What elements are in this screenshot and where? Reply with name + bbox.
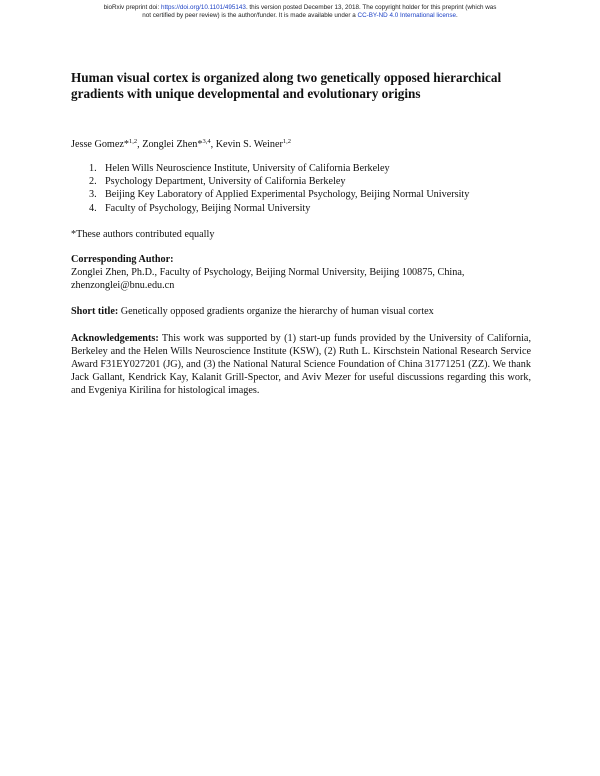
affiliation-item bbox=[71, 202, 469, 215]
author-name: Kevin S. Weiner bbox=[215, 139, 283, 150]
short-title-label: Short title: bbox=[71, 306, 119, 317]
preprint-header bbox=[0, 4, 600, 20]
equal-contribution-note: *These authors contributed equally bbox=[71, 229, 215, 240]
affiliation-text: Helen Wills Neuroscience Institute, University of California Berkeley bbox=[105, 163, 390, 174]
author-affiliation-marker: 3,4 bbox=[202, 138, 211, 145]
affiliation-text: Psychology Department, University of California Berkeley bbox=[105, 176, 346, 188]
affiliation-item bbox=[71, 188, 469, 201]
author-list bbox=[71, 138, 291, 151]
affiliation-item bbox=[71, 175, 469, 188]
short-title bbox=[71, 305, 541, 318]
author-separator: , bbox=[137, 139, 143, 150]
short-title-text: Genetically opposed gradients organize the hierarchy of human visual cortex bbox=[118, 306, 434, 317]
author-name: Jesse Gomez* bbox=[71, 139, 129, 150]
corresponding-author-address: Zonglei Zhen, Ph.D., Faculty of Psychology, Beijing Normal University, Beijing 100875, China, bbox=[71, 267, 465, 278]
author-affiliation-marker: 1,2 bbox=[282, 138, 292, 145]
affiliation-number: 4. bbox=[89, 202, 97, 214]
preprint-header-line2 bbox=[0, 12, 600, 20]
author-name: Zonglei Zhen* bbox=[142, 139, 203, 150]
affiliation-text: Faculty of Psychology, Beijing Normal University bbox=[105, 202, 311, 214]
paper-title: Human visual cortex is organized along two genetically opposed hierarchical gradients with unique developmental and evolutionary origins bbox=[71, 70, 502, 101]
affiliation-number: 3. bbox=[89, 189, 97, 201]
acknowledgements-text: This work was supported by (1) start-up funds provided by the University of California, Berkeley and the Helen Wills Neuroscience Institute (KSW), (2) Ruth L. Kirschstein National Research Service Award F31EY027201 (JG), and (3) the National Natural Science Foundation of China 31771251 (ZZ). We thank Jack Gallant, Kendrick Kay, Kalanit Grill-Spector, and Aviv Mezer for useful discussions regarding this work, and Evgeniya Kirilina for histological images. bbox=[71, 333, 531, 396]
affiliation-text: Beijing Key Laboratory of Applied Experimental Psychology, Beijing Normal University bbox=[105, 189, 470, 201]
doi-link[interactable]: https://doi.org/10.1101/495143 bbox=[160, 4, 246, 11]
preprint-header-license-prefix: not certified by peer review) is the author/funder. It is made available under a bbox=[142, 12, 358, 19]
preprint-header-posted: . this version posted December 13, 2018. The copyright holder for this preprint (which was bbox=[245, 4, 497, 11]
affiliation-number: 2. bbox=[89, 176, 97, 188]
corresponding-author-email: zhenzonglei@bnu.edu.cn bbox=[71, 280, 175, 291]
preprint-header-line1 bbox=[0, 4, 600, 12]
corresponding-author bbox=[71, 253, 531, 292]
acknowledgements-label: Acknowledgements: bbox=[71, 333, 159, 344]
affiliation-item bbox=[71, 162, 469, 175]
affiliation-list bbox=[71, 162, 469, 215]
preprint-header-prefix: bioRxiv preprint doi: bbox=[103, 4, 161, 11]
author-affiliation-marker: 1,2 bbox=[129, 138, 138, 145]
corresponding-author-heading: Corresponding Author: bbox=[71, 254, 174, 265]
preprint-header-end: . bbox=[455, 12, 458, 19]
license-link[interactable]: CC-BY-ND 4.0 International license bbox=[357, 12, 456, 19]
affiliation-number: 1. bbox=[89, 163, 97, 174]
acknowledgements bbox=[71, 332, 531, 397]
author-separator: , bbox=[210, 139, 216, 150]
